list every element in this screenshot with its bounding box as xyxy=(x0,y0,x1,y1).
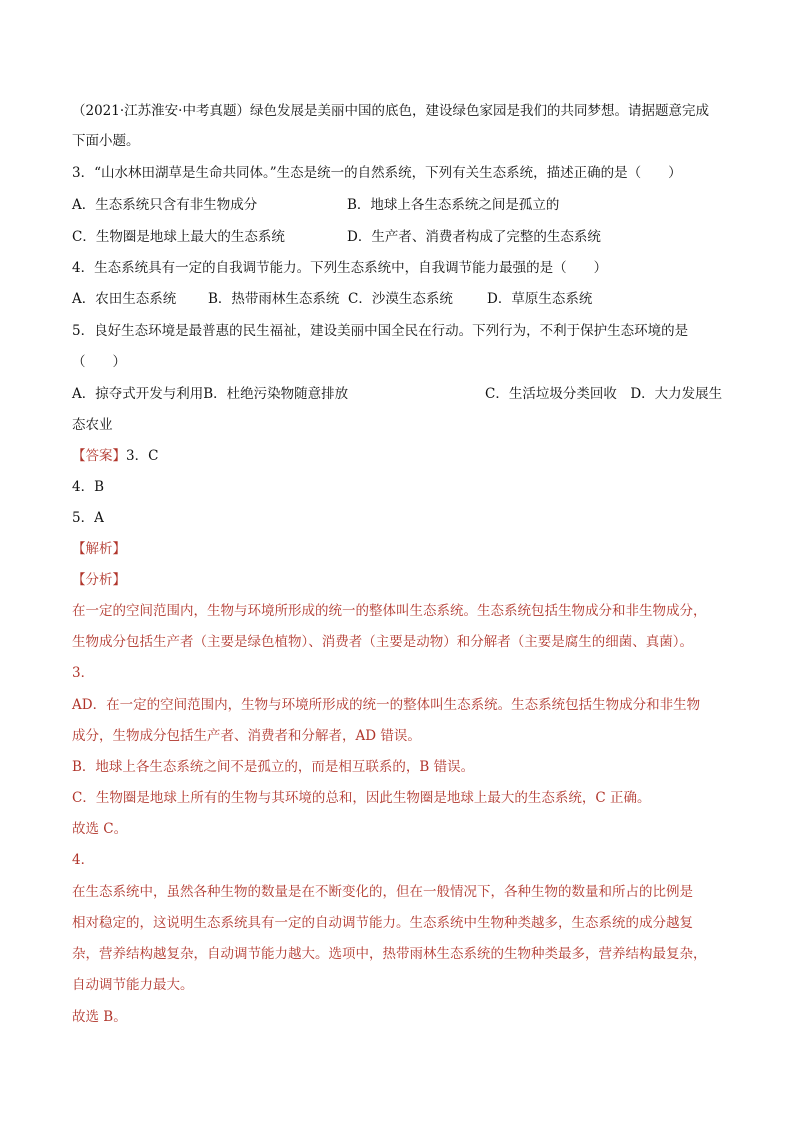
question-4-option-b: B．热带雨林生态系统 xyxy=(208,291,340,307)
analysis-label: 【分析】 xyxy=(72,572,126,588)
analysis-q4-line-1: 在生态系统中，虽然各种生物的数量是在不断变化的，但在一般情况下，各种生物的数量和所占的比例是 xyxy=(72,884,693,900)
analysis-line-1: 在一定的空间范围内，生物与环境所形成的统一的整体叫生态系统。生态系统包括生物成分和非生物成分， xyxy=(72,603,707,619)
question-5-blank: （ ） xyxy=(72,354,126,370)
question-4-option-a: A．农田生态系统 xyxy=(72,291,177,307)
analysis-q4-line-4: 自动调节能力最大。 xyxy=(72,977,194,993)
explanation-label: 【解析】 xyxy=(72,541,126,557)
question-5-options-cont: 态农业 xyxy=(72,417,113,433)
intro-line-2: 下面小题。 xyxy=(72,133,140,149)
analysis-q3-number: 3． xyxy=(72,665,95,681)
analysis-q4-line-2: 相对稳定的，这说明生态系统具有一定的自动调节能力。生态系统中生物种类越多，生态系统的成分越复 xyxy=(72,915,693,931)
answer-5: 5．A xyxy=(72,510,104,526)
analysis-q3-choice: 故选 C。 xyxy=(72,821,128,837)
question-4-option-c: C．沙漠生态系统 xyxy=(348,291,453,307)
question-5-options-ab: A．掠夺式开发与利用B．杜绝污染物随意排放 xyxy=(72,386,349,402)
intro-line-1: （2021·江苏淮安·中考真题）绿色发展是美丽中国的底色，建设绿色家园是我们的共同梦想。请据题意完成 xyxy=(72,103,709,119)
question-4-stem: 4．生态系统具有一定的自我调节能力。下列生态系统中，自我调节能力最强的是（ ） xyxy=(72,260,608,276)
analysis-line-2: 生物成分包括生产者（主要是绿色植物）、消费者（主要是动物）和分解者（主要是腐生的细菌、真菌）。 xyxy=(72,634,693,650)
answer-4: 4．B xyxy=(72,479,105,495)
analysis-q3-line-3: B．地球上各生态系统之间不是孤立的，而是相互联系的，B 错误。 xyxy=(72,759,475,775)
question-3-option-c: C．生物圈是地球上最大的生态系统 xyxy=(72,229,285,245)
question-3-option-d: D．生产者、消费者构成了完整的生态系统 xyxy=(347,229,601,245)
analysis-q4-number: 4． xyxy=(72,852,95,868)
question-3-option-b: B．地球上各生态系统之间是孤立的 xyxy=(347,197,560,213)
analysis-q4-choice: 故选 B。 xyxy=(72,1009,127,1025)
question-3-stem: 3．“山水林田湖草是生命共同体。”生态是统一的自然系统，下列有关生态系统，描述正确的是（ ） xyxy=(72,165,682,181)
question-5-options-cd: C．生活垃圾分类回收 D．大力发展生 xyxy=(485,386,723,402)
question-4-option-d: D．草原生态系统 xyxy=(487,291,593,307)
answer-line xyxy=(72,447,158,465)
answer-label: 【答案】 xyxy=(72,448,126,464)
question-3-option-a: A．生态系统只含有非生物成分 xyxy=(72,197,258,213)
answer-3: 3．C xyxy=(126,448,159,464)
question-5-stem: 5．良好生态环境是最普惠的民生福祉，建设美丽中国全民在行动。下列行为，不利于保护生态环境的是 xyxy=(72,323,689,339)
analysis-q4-line-3: 杂，营养结构越复杂，自动调节能力越大。选项中，热带雨林生态系统的生物种类最多，营养结构最复杂， xyxy=(72,946,707,962)
analysis-q3-line-1: AD．在一定的空间范围内，生物与环境所形成的统一的整体叫生态系统。生态系统包括生物成分和非生物 xyxy=(72,697,701,713)
analysis-q3-line-2: 成分，生物成分包括生产者、消费者和分解者，AD 错误。 xyxy=(72,728,421,744)
analysis-q3-line-4: C．生物圈是地球上所有的生物与其环境的总和，因此生物圈是地球上最大的生态系统，C 正确。 xyxy=(72,790,651,806)
